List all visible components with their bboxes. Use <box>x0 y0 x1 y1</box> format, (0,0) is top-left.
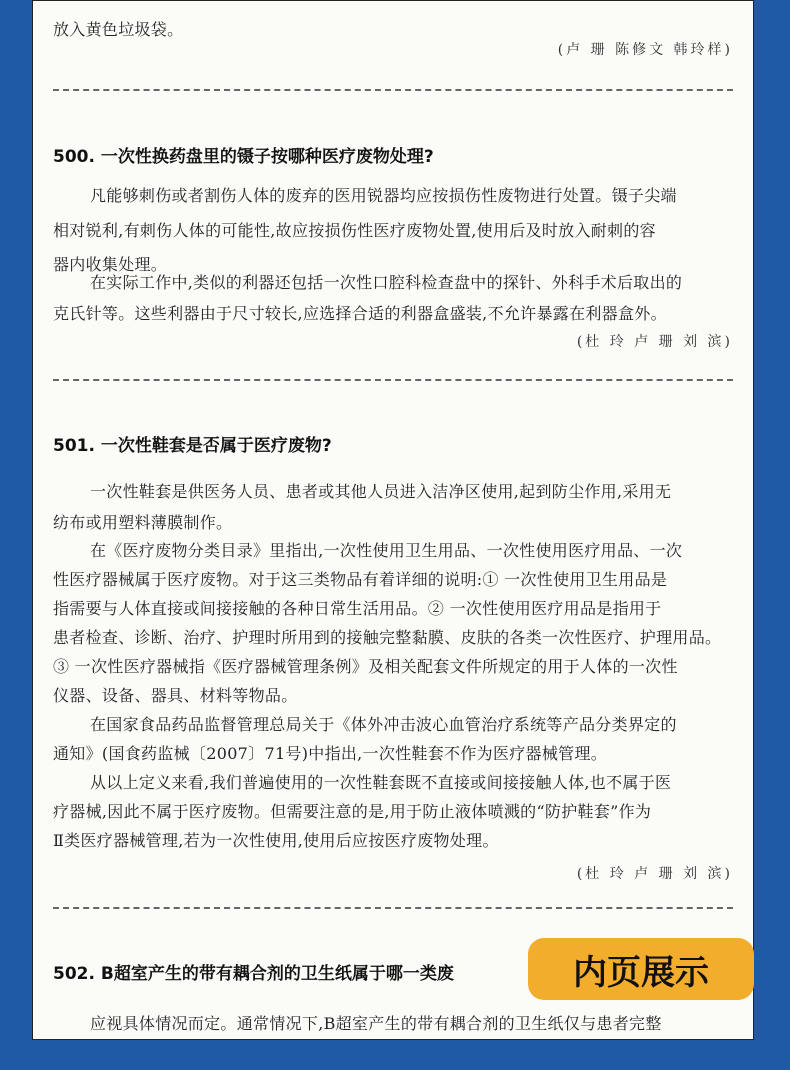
body-line: 仪器、设备、器具、材料等物品。 <box>53 686 298 705</box>
question-title-502: 502. B超室产生的带有耦合剂的卫生纸属于哪一类废 <box>53 964 454 984</box>
body-line: 在实际工作中,类似的利器还包括一次性口腔科检查盘中的探针、外科手术后取出的 <box>90 273 683 292</box>
section-divider <box>53 89 733 91</box>
section-divider <box>53 379 733 381</box>
body-line: 指需要与人体直接或间接接触的各种日常生活用品。② 一次性使用医疗用品是指用于 <box>53 599 662 618</box>
document-page <box>32 0 754 1040</box>
body-line: 纺布或用塑料薄膜制作。 <box>53 513 233 532</box>
body-line: ③ 一次性医疗器械指《医疗器械管理条例》及相关配套文件所规定的用于人体的一次性 <box>53 657 678 676</box>
body-line: 一次性鞋套是供医务人员、患者或其他人员进入洁净区使用,起到防尘作用,采用无 <box>90 482 672 501</box>
body-line: Ⅱ类医疗器械管理,若为一次性使用,使用后应按医疗废物处理。 <box>53 831 499 850</box>
body-line: 凡能够刺伤或者割伤人体的废弃的医用锐器均应按损伤性废物进行处置。镊子尖端 <box>90 186 677 205</box>
body-line: 克氏针等。这些利器由于尺寸较长,应选择合适的利器盒盛装,不允许暴露在利器盒外。 <box>53 304 667 323</box>
body-line: 相对锐利,有刺伤人体的可能性,故应按损伤性医疗废物处置,使用后及时放入耐刺的容 <box>53 221 656 240</box>
author-line: (杜 玲 卢 珊 刘 滨) <box>576 866 733 882</box>
body-line: 器内收集处理。 <box>53 255 168 274</box>
body-line: 性医疗器械属于医疗废物。对于这三类物品有着详细的说明:① 一次性使用卫生用品是 <box>53 570 668 589</box>
body-line: 应视具体情况而定。通常情况下,B超室产生的带有耦合剂的卫生纸仅与患者完整 <box>90 1014 662 1033</box>
question-title-500: 500. 一次性换药盘里的镊子按哪种医疗废物处理? <box>53 147 434 167</box>
body-line: 在《医疗废物分类目录》里指出,一次性使用卫生用品、一次性使用医疗用品、一次 <box>90 541 683 560</box>
inner-page-preview-badge: 内页展示 <box>530 940 752 998</box>
author-line: (杜 玲 卢 珊 刘 滨) <box>576 334 733 350</box>
author-line: (卢 珊 陈修文 韩玲样) <box>557 42 733 58</box>
body-line: 通知》(国食药监械〔2007〕71号)中指出,一次性鞋套不作为医疗器械管理。 <box>53 744 608 763</box>
body-line: 放入黄色垃圾袋。 <box>53 20 184 39</box>
body-line: 从以上定义来看,我们普遍使用的一次性鞋套既不直接或间接接触人体,也不属于医 <box>90 773 672 792</box>
section-divider <box>53 907 733 909</box>
body-line: 在国家食品药品监督管理总局关于《体外冲击波心血管治疗系统等产品分类界定的 <box>90 715 677 734</box>
body-line: 患者检查、诊断、治疗、护理时所用到的接触完整黏膜、皮肤的各类一次性医疗、护理用品。 <box>53 628 722 647</box>
question-title-501: 501. 一次性鞋套是否属于医疗废物? <box>53 436 332 456</box>
body-line: 疗器械,因此不属于医疗废物。但需要注意的是,用于防止液体喷溅的“防护鞋套”作为 <box>53 802 652 821</box>
